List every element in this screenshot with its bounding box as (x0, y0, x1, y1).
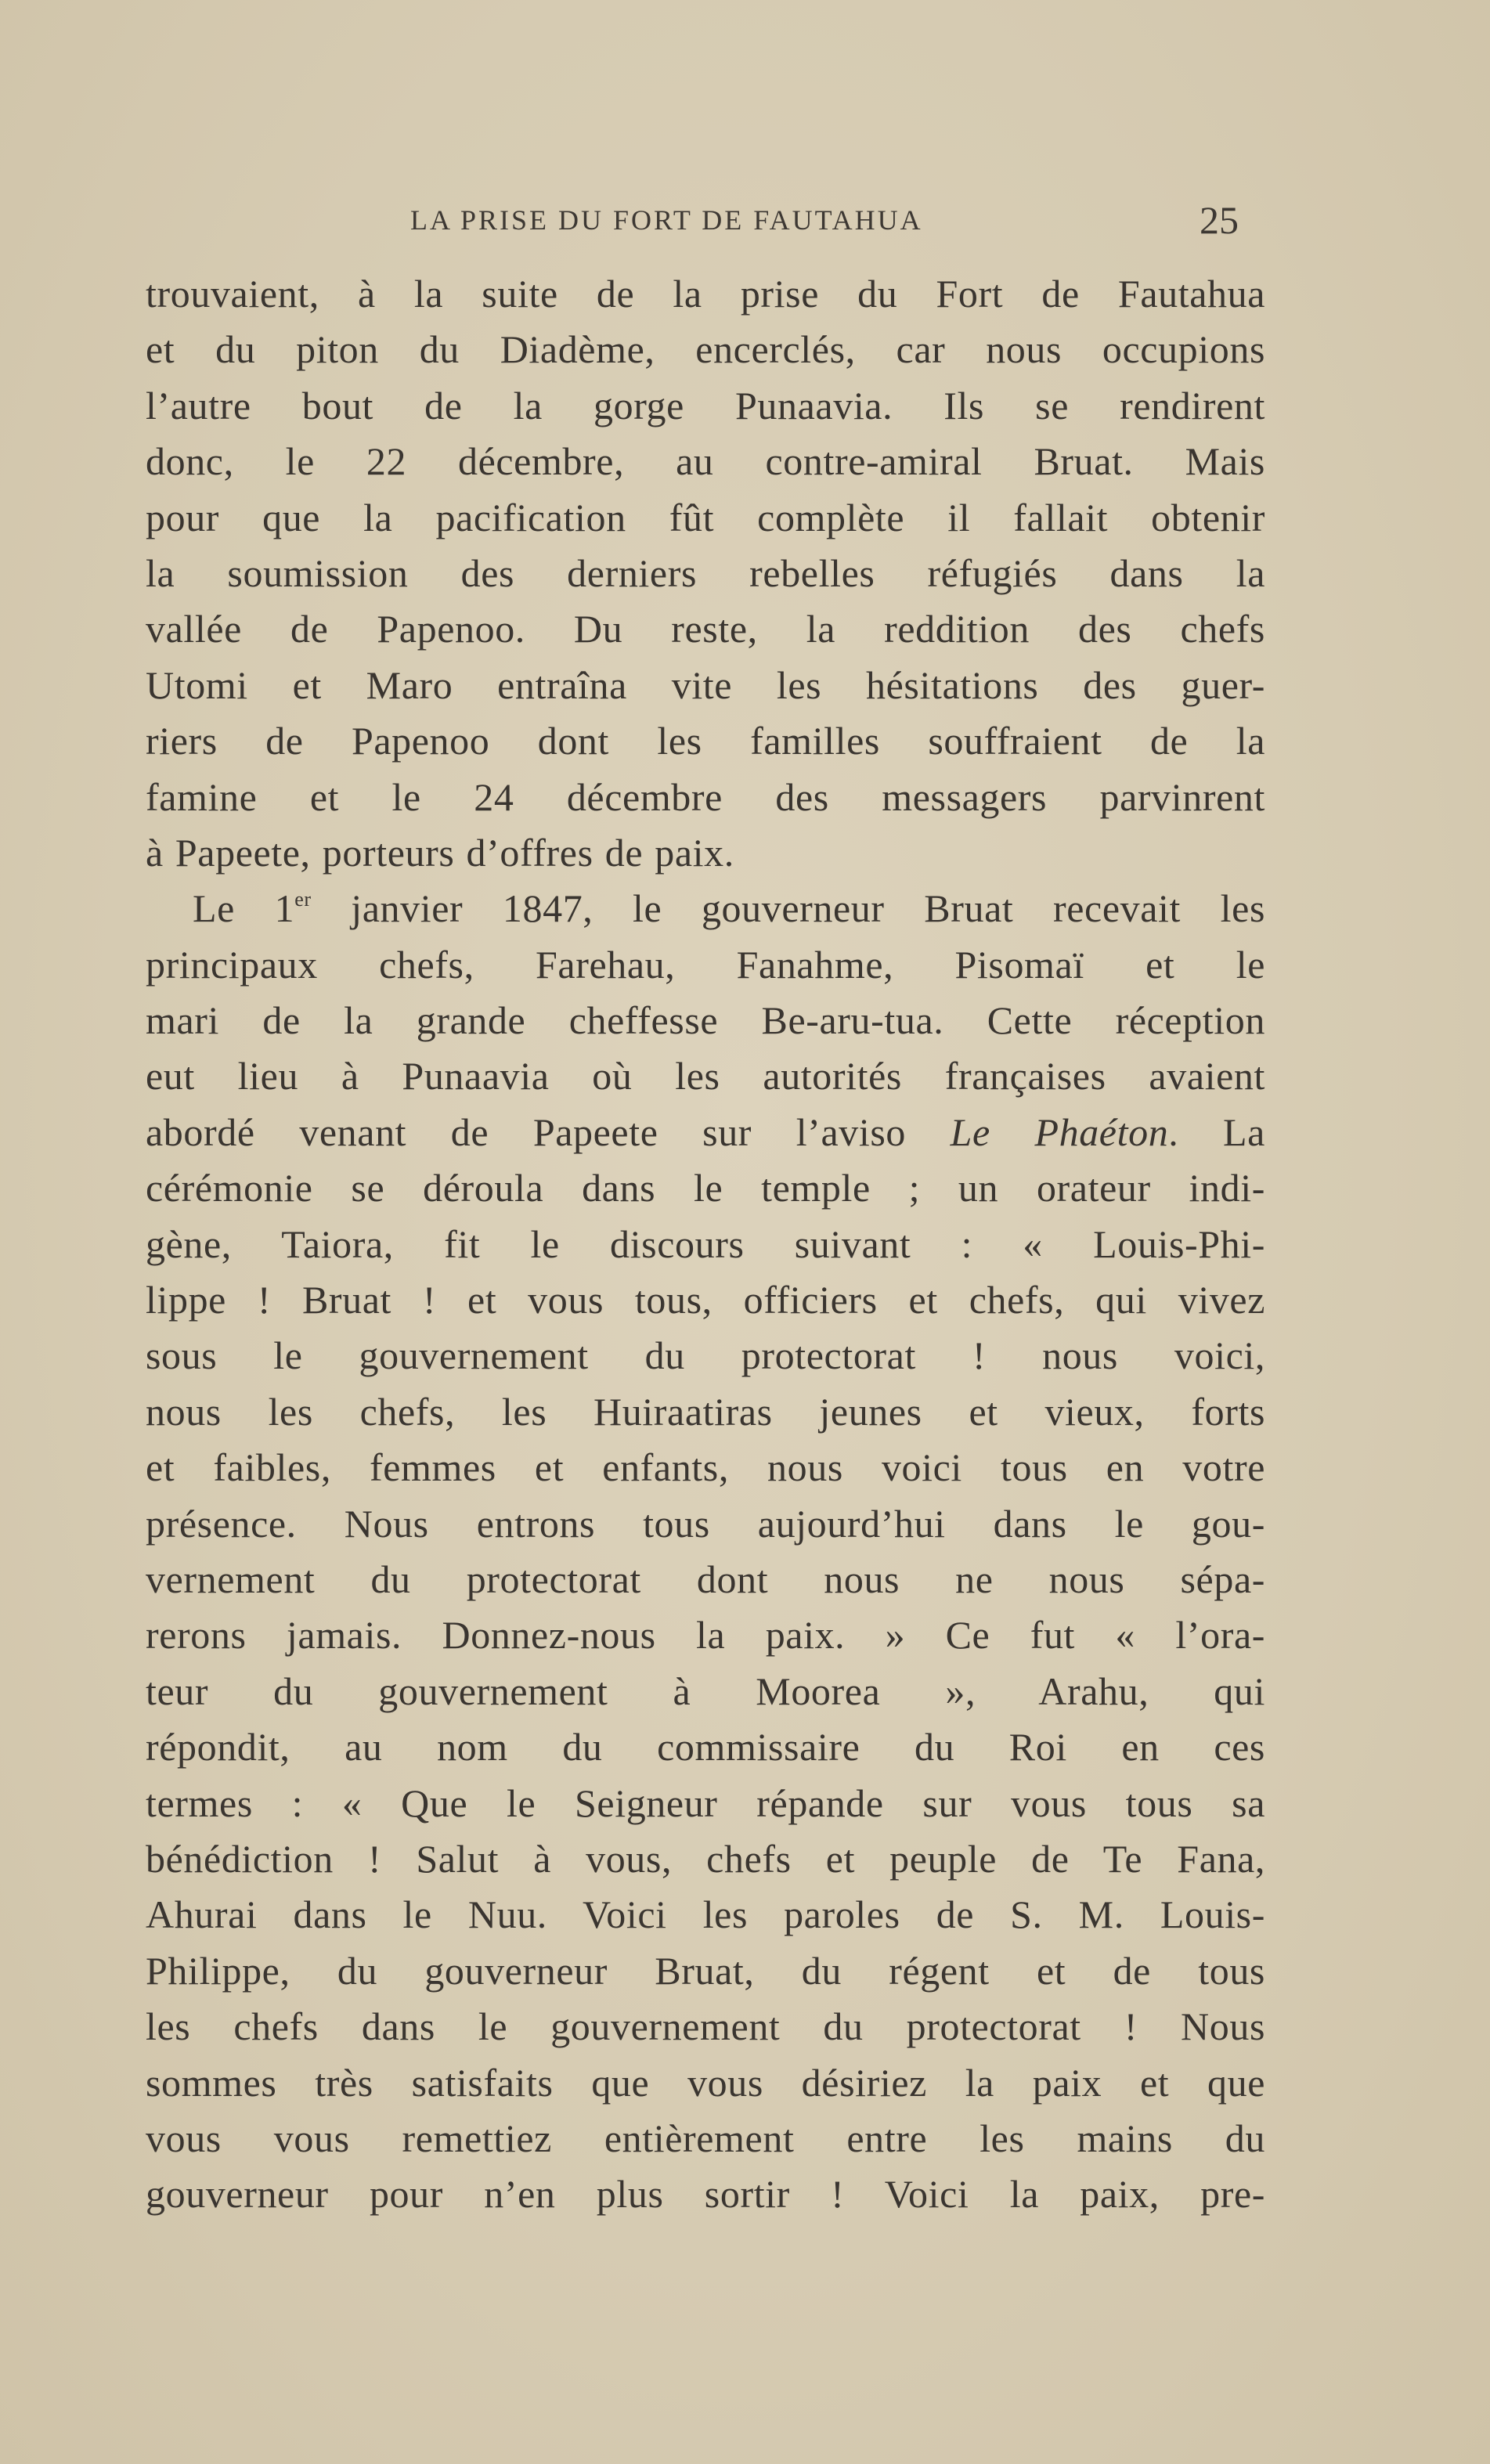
text-line: principaux chefs, Farehau, Fanahme, Pisomaï et le (146, 942, 1265, 987)
text-line: cérémonie se déroula dans le temple ; un orateur indi- (146, 1166, 1265, 1210)
text-line: gouverneur pour n’en plus sortir ! Voici la paix, pre- (146, 2172, 1265, 2217)
text-line: Ahurai dans le Nuu. Voici les paroles de S. M. Louis- (146, 1892, 1265, 1937)
text-line: gène, Taiora, fit le discours suivant : « Louis-Phi- (146, 1221, 1265, 1266)
text-line: abordé venant de Papeete sur l’aviso Le Phaéton. La (146, 1109, 1265, 1154)
text-line: l’autre bout de la gorge Punaavia. Ils se rendirent (146, 383, 1265, 428)
text-line: Utomi et Maro entraîna vite les hésitations des guer- (146, 662, 1265, 707)
text-line: sommes très satisfaits que vous désiriez la paix et que (146, 2060, 1265, 2105)
paragraph-start-line: Le 1er janvier 1847, le gouverneur Bruat recevait les (193, 886, 1265, 931)
text-line: riers de Papenoo dont les familles souffraient de la (146, 719, 1265, 763)
text-line: eut lieu à Punaavia où les autorités françaises avaient (146, 1054, 1265, 1099)
text-line: rerons jamais. Donnez-nous la paix. » Ce fut « l’ora- (146, 1613, 1265, 1658)
running-title: LA PRISE DU FORT DE FAUTAHUA (410, 204, 923, 236)
text-line: termes : « Que le Seigneur répande sur vous tous sa (146, 1780, 1265, 1825)
text-line: et faibles, femmes et enfants, nous voici tous en votre (146, 1445, 1265, 1490)
text-line: teur du gouvernement à Moorea », Arahu, qui (146, 1669, 1265, 1713)
text-line: famine et le 24 décembre des messagers parvinrent (146, 774, 1265, 819)
text-line: donc, le 22 décembre, au contre-amiral Bruat. Mais (146, 439, 1265, 484)
text-line: mari de la grande cheffesse Be-aru-tua. Cette réception (146, 998, 1265, 1043)
text-line: les chefs dans le gouvernement du protectorat ! Nous (146, 2004, 1265, 2049)
text-line: vous vous remettiez entièrement entre les mains du (146, 2116, 1265, 2160)
text-line: vallée de Papenoo. Du reste, la reddition des chefs (146, 607, 1265, 651)
text-line: sous le gouvernement du protectorat ! nous voici, (146, 1333, 1265, 1378)
body-text (146, 266, 1265, 2223)
text-line: pour que la pacification fût complète il fallait obtenir (146, 495, 1265, 539)
text-line: trouvaient, à la suite de la prise du Fort de Fautahua (146, 272, 1265, 316)
text-line: nous les chefs, les Huiraatiras jeunes et vieux, forts (146, 1389, 1265, 1434)
ship-name: Le Phaéton (950, 1109, 1169, 1154)
text-line: Philippe, du gouverneur Bruat, du régent et de tous (146, 1948, 1265, 1993)
text-line: bénédiction ! Salut à vous, chefs et peuple de Te Fana, (146, 1836, 1265, 1881)
paragraph-end-line: à Papeete, porteurs d’offres de paix. (146, 830, 734, 875)
text-line: lippe ! Bruat ! et vous tous, officiers et chefs, qui vivez (146, 1278, 1265, 1322)
page-number: 25 (1200, 198, 1239, 242)
text-line: présence. Nous entrons tous aujourd’hui dans le gou- (146, 1501, 1265, 1546)
running-head (146, 197, 1265, 244)
text-line: la soumission des derniers rebelles réfugiés dans la (146, 550, 1265, 595)
ordinal-superscript: er (294, 888, 312, 911)
text-line: répondit, au nom du commissaire du Roi en ces (146, 1725, 1265, 1770)
text-line: vernement du protectorat dont nous ne nous sépa- (146, 1557, 1265, 1601)
text-line: et du piton du Diadème, encerclés, car nous occupions (146, 327, 1265, 372)
